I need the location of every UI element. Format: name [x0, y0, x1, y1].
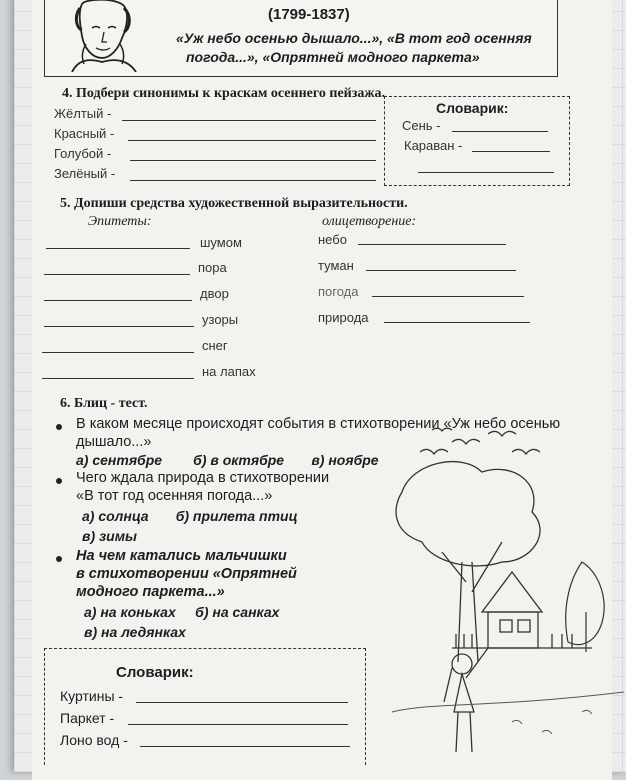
personification-header: олицетворение:: [322, 214, 417, 229]
q3-options-1[interactable]: а) на коньках б) на санках: [84, 604, 280, 620]
word-yellow: Жёлтый -: [54, 106, 112, 121]
epithet-word-1: шумом: [200, 235, 242, 250]
answer-line-karavan[interactable]: [472, 151, 550, 152]
task6-title: 6. Блиц - тест.: [60, 396, 148, 411]
girl-figure-icon: [444, 648, 488, 752]
years: (1799-1837): [268, 6, 350, 23]
epithet-line-5[interactable]: [42, 352, 194, 353]
personification-line-1[interactable]: [358, 244, 506, 245]
epithet-line-3[interactable]: [44, 300, 192, 301]
epithet-word-2: пора: [198, 260, 227, 275]
dictionary-title-2: Словарик:: [116, 664, 194, 681]
epithet-word-6: на лапах: [202, 364, 256, 379]
q2-line-1: Чего ждала природа в стихотворении: [76, 470, 330, 486]
answer-line-yellow[interactable]: [122, 120, 376, 121]
q1-options[interactable]: а) сентябре б) в октябре в) ноябре: [76, 452, 379, 468]
q3-line-1: На чем катались мальчишки: [76, 548, 287, 564]
epithet-word-4: узоры: [202, 312, 239, 327]
dict-word-kurtiny: Куртины -: [60, 688, 124, 704]
q3-options-2[interactable]: в) на ледянках: [84, 624, 186, 640]
personification-line-3[interactable]: [372, 296, 524, 297]
epithet-word-3: двор: [200, 286, 229, 301]
bird-flock-icon: [420, 428, 540, 454]
epithet-word-5: снег: [202, 338, 228, 353]
q1-line-1: В каком месяце происходят события в стихотворении «Уж небо осенью: [76, 416, 561, 432]
answer-line-blue[interactable]: [130, 160, 376, 161]
dict-word-parket: Паркет -: [60, 710, 115, 726]
epithet-line-2[interactable]: [44, 274, 190, 275]
bullet-3: [56, 556, 62, 562]
answer-line-red[interactable]: [128, 140, 376, 141]
quote-line-1: «Уж небо осенью дышало...», «В тот год осенняя: [176, 30, 532, 46]
answer-line-lono-vod[interactable]: [140, 746, 350, 747]
word-green: Зелёный -: [54, 166, 116, 181]
dict-word-lono-vod: Лоно вод -: [60, 732, 128, 748]
answer-line-sen[interactable]: [452, 131, 548, 132]
epithet-line-6[interactable]: [42, 378, 194, 379]
q2-options-1[interactable]: а) солнца б) прилета птиц: [82, 508, 298, 524]
task4-title: 4. Подбери синонимы к краскам осеннего пейзажа.: [62, 86, 385, 101]
bullet-2: [56, 478, 62, 484]
epithet-line-1[interactable]: [46, 248, 190, 249]
epithets-header: Эпитеты:: [88, 214, 152, 229]
epithet-line-4[interactable]: [44, 326, 194, 327]
answer-line-extra[interactable]: [418, 172, 554, 173]
personification-line-2[interactable]: [366, 270, 516, 271]
task5-title: 5. Допиши средства художественной выразительности.: [60, 196, 408, 211]
word-red: Красный -: [54, 126, 115, 141]
answer-line-parket[interactable]: [128, 724, 348, 725]
personification-word-4: природа: [318, 310, 369, 325]
q2-line-2: «В тот год осенняя погода...»: [76, 488, 273, 504]
personification-line-4[interactable]: [384, 322, 530, 323]
bullet-1: [56, 424, 62, 430]
q2-options-2[interactable]: в) зимы: [82, 528, 138, 544]
answer-line-green[interactable]: [130, 180, 376, 181]
personification-word-3: погода: [318, 284, 359, 299]
personification-word-2: туман: [318, 258, 354, 273]
dict-word-karavan: Караван -: [404, 138, 463, 153]
q3-line-3: модного паркета...»: [76, 584, 225, 600]
q1-line-2: дышало...»: [76, 434, 152, 450]
q3-line-2: в стихотворении «Опрятней: [76, 566, 297, 582]
word-blue: Голубой -: [54, 146, 112, 161]
pushkin-portrait-icon: [52, 0, 156, 72]
autumn-illustration: [392, 412, 624, 762]
personification-word-1: небо: [318, 232, 347, 247]
dict-word-sen: Сень -: [402, 118, 441, 133]
answer-line-kurtiny[interactable]: [136, 702, 348, 703]
quote-line-2: погода...», «Опрятней модного паркета»: [186, 49, 480, 65]
dictionary-title-1: Словарик:: [436, 100, 509, 116]
